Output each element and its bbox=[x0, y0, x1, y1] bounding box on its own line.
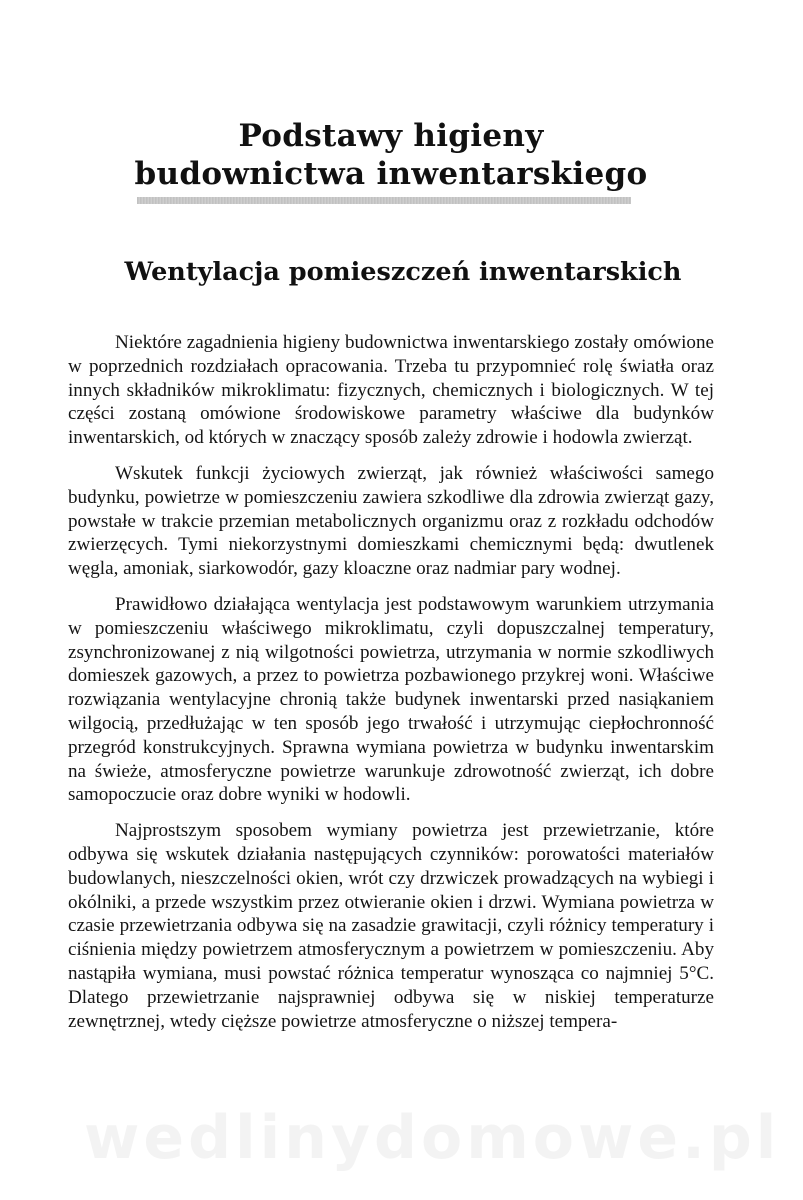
chapter-title-line-2: budownictwa inwentarskiego bbox=[134, 156, 648, 192]
body-text bbox=[68, 331, 714, 1033]
title-divider bbox=[137, 197, 631, 204]
paragraph-3: Prawidłowo działająca wentylacja jest podstawowym warunkiem utrzymania w pomieszczeniu właściwego mikroklimatu, czyli dopuszczalnej temperatury, zsynchronizowanej z nią wilgotności powietrza, utrzymania w normie szkodliwych domieszek gazowych, a przez to powietrza pozbawionego przykrej woni. Właściwe rozwiązania wentylacyjne chronią także budynek inwentarski przed nasiąkaniem wilgocią, przedłużając w ten sposób jego trwałość i utrzymując ciepłochronność przegród konstrukcyjnych. Sprawna wymiana powietrza w budynku inwentarskim na świeże, atmosferyczne powietrze warunkuje zdrowotność zwierząt, ich dobre samopoczucie oraz dobre wyniki w hodowli. bbox=[68, 593, 714, 806]
section-title: Wentylacja pomieszczeń inwentarskich bbox=[124, 257, 682, 287]
chapter-title-line-1: Podstawy higieny bbox=[238, 118, 544, 154]
paragraph-1: Niektóre zagadnienia higieny budownictwa inwentarskiego zostały omówione w poprzednich rozdziałach opracowania. Trzeba tu przypomnieć rolę światła oraz innych składników mikroklimatu: fizycznych, chemicznych i biologicznych. W tej części zostaną omówione środowiskowe parametry właściwe dla budynków inwentarskich, od których w znaczący sposób zależy zdrowie i hodowla zwierząt. bbox=[68, 332, 714, 449]
paragraph-2: Wskutek funkcji życiowych zwierząt, jak również właściwości samego budynku, powietrze w pomieszczeniu zawiera szkodliwe dla zdrowia zwierząt gazy, powstałe w trakcie przemian metabolicznych organizmu oraz z rozkładu odchodów zwierzęcych. Tymi niekorzystnymi domieszkami chemicznymi będą: dwutlenek węgla, amoniak, siarkowodór, gazy kloaczne oraz nadmiar pary wodnej. bbox=[68, 462, 714, 580]
paragraph-4: Najprostszym sposobem wymiany powietrza jest przewietrzanie, które odbywa się wskutek działania następujących czynników: porowatości materiałów budowlanych, nieszczelności okien, wrót czy drzwiczek prowadzących na wybiegi i okólniki, a przede wszystkim przez otwieranie okien i drzwi. Wymiana powietrza w czasie przewietrzania odbywa się na zasadzie grawitacji, czyli różnicy temperatury i ciśnienia między powietrzem atmosferycznym a powietrzem w pomieszczeniu. Aby nastąpiła wymiana, musi powstać różnica temperatur wynosząca co najmniej 5°C. Dlatego przewietrzanie najsprawniej odbywa się w niskiej temperaturze zewnętrznej, wtedy cięższe powietrze atmosferyczne o niższej tempera- bbox=[68, 820, 714, 1032]
chapter-title bbox=[80, 117, 702, 193]
watermark: wedlinydomowe.pl bbox=[84, 1103, 781, 1173]
